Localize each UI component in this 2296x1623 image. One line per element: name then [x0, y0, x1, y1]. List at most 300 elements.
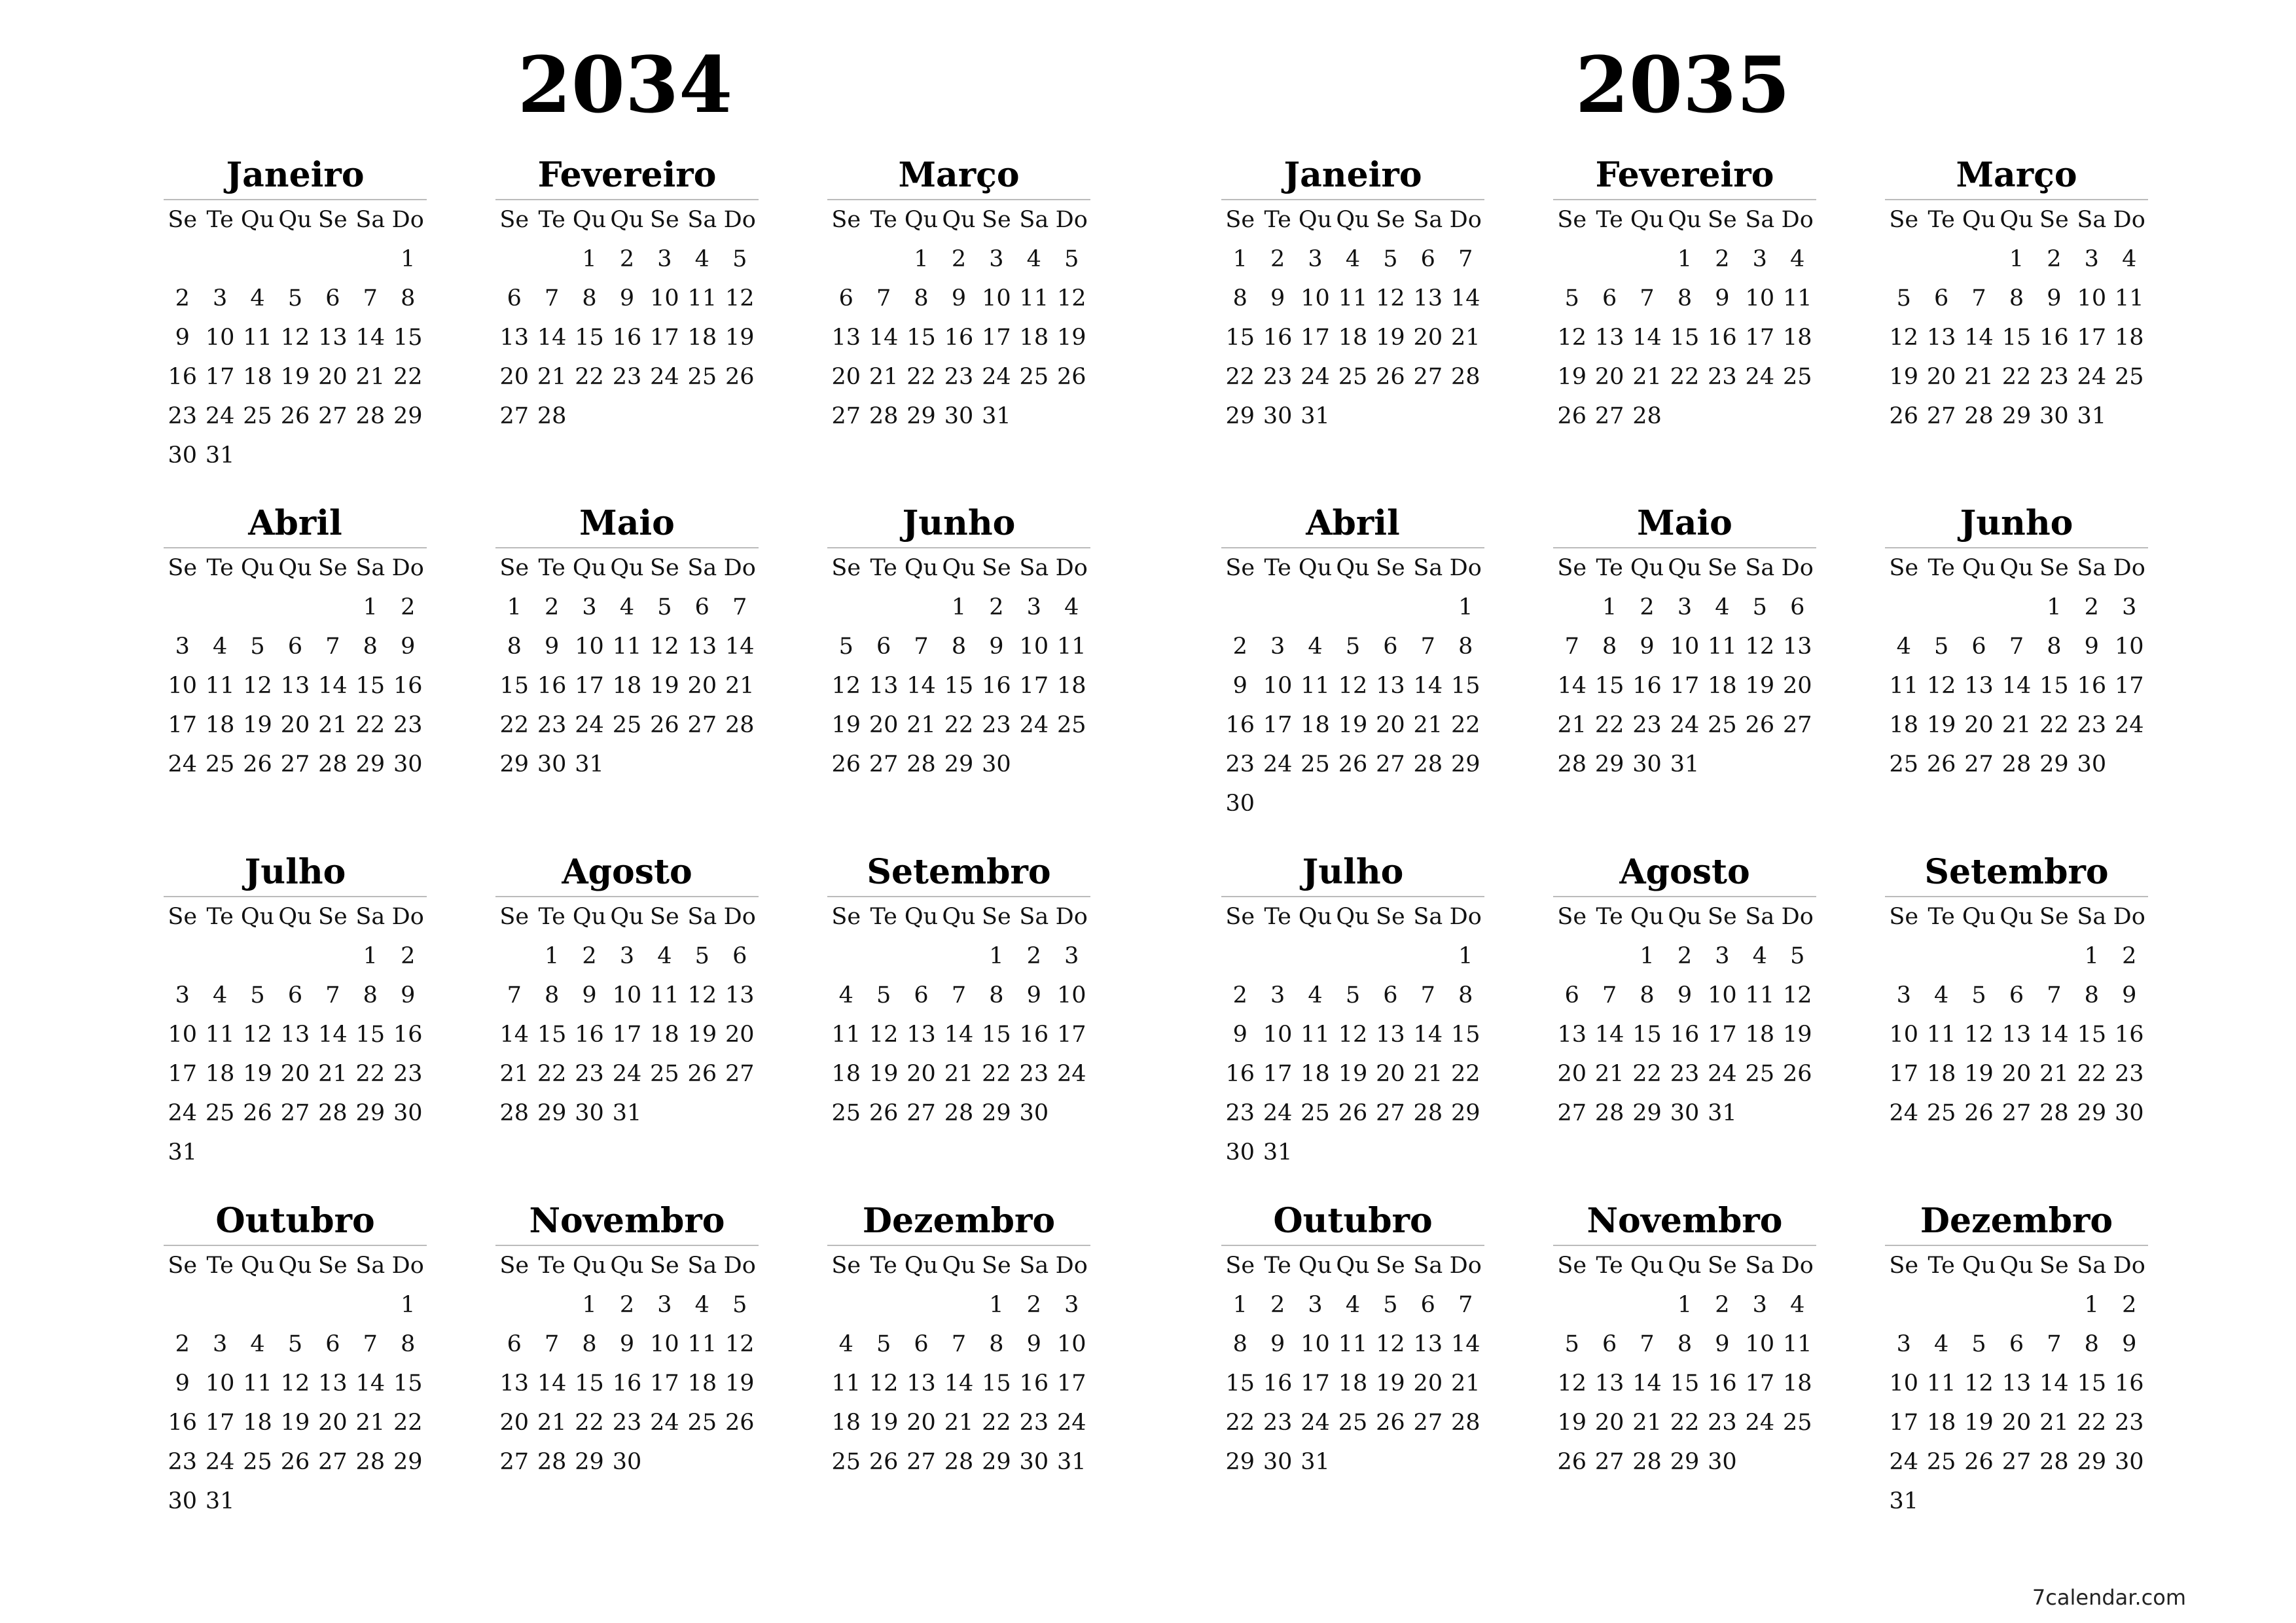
weekday-label: Se: [1708, 904, 1737, 930]
day-cell: 23: [393, 1061, 423, 1087]
weekday-label: Se: [318, 904, 348, 930]
weekday-label: Do: [1055, 904, 1088, 930]
week-row: [164, 240, 427, 279]
empty-day-cell: [1553, 936, 1590, 976]
day-cell: 13: [499, 1370, 529, 1397]
day-cell: 23: [393, 712, 423, 738]
weekday-header: [164, 200, 427, 240]
weekday-label: Te: [870, 904, 897, 930]
day-cell: 25: [1708, 712, 1737, 738]
day-cell: 14: [2039, 1370, 2069, 1397]
day-cell: 10: [982, 285, 1011, 312]
day-cell: 25: [831, 1100, 861, 1126]
weekday-label: Qu: [2000, 904, 2034, 930]
weekday-label: Qu: [1298, 207, 1333, 233]
month-novembro: [1553, 1200, 1816, 1482]
week-row: [827, 745, 1090, 784]
week-row: [1885, 705, 2148, 745]
week-row: [1221, 1403, 1484, 1442]
day-cell: 20: [687, 673, 717, 699]
week-row: [495, 936, 759, 976]
day-cell: 11: [1782, 1331, 1812, 1357]
empty-day-cell: [1922, 1285, 1960, 1325]
month-janeiro: [164, 154, 427, 475]
day-cell: 27: [318, 1449, 348, 1475]
day-cell: 2: [1677, 943, 1693, 969]
empty-day-cell: [1409, 397, 1446, 436]
day-cell: 19: [650, 673, 679, 699]
empty-day-cell: [1779, 397, 1816, 436]
weekday-label: Se: [1376, 904, 1405, 930]
day-cell: 19: [1926, 712, 1956, 738]
day-cell: 12: [1964, 1370, 1994, 1397]
day-cell: 15: [906, 325, 936, 351]
day-cell: 21: [2039, 1061, 2069, 1087]
day-cell: 10: [575, 633, 604, 660]
day-cell: 19: [869, 1410, 899, 1436]
week-row: [1553, 397, 1816, 436]
day-cell: 17: [1019, 673, 1049, 699]
day-cell: 17: [1056, 1370, 1086, 1397]
empty-day-cell: [1409, 784, 1446, 823]
empty-day-cell: [2111, 745, 2148, 784]
day-cell: 18: [1708, 673, 1737, 699]
empty-day-cell: [164, 1285, 201, 1325]
day-cell: 14: [1964, 325, 1994, 351]
day-cell: 14: [2001, 673, 2032, 699]
day-cell: 6: [1420, 246, 1435, 272]
day-cell: 8: [1677, 1331, 1693, 1357]
day-cell: 10: [168, 1022, 197, 1048]
week-row: [1885, 357, 2148, 397]
day-cell: 19: [1557, 1410, 1587, 1436]
empty-day-cell: [1553, 1285, 1590, 1325]
week-row: [1221, 976, 1484, 1015]
day-cell: 23: [1708, 1410, 1737, 1436]
day-cell: 30: [168, 442, 197, 469]
day-cell: 22: [393, 364, 423, 390]
day-cell: 26: [1964, 1449, 1994, 1475]
day-cell: 14: [1632, 325, 1662, 351]
day-cell: 2: [1026, 943, 1041, 969]
month-junho: [1885, 503, 2148, 784]
day-cell: 10: [1019, 633, 1049, 660]
week-row: [164, 976, 427, 1015]
day-cell: 19: [1782, 1022, 1812, 1048]
weekday-label: Do: [1449, 555, 1482, 581]
week-row: [495, 1442, 759, 1482]
day-cell: 21: [944, 1061, 974, 1087]
week-row: [164, 318, 427, 357]
weekday-label: Qu: [572, 904, 607, 930]
day-cell: 1: [401, 246, 416, 272]
day-cell: 12: [1557, 1370, 1587, 1397]
day-cell: 29: [355, 751, 386, 777]
week-row: [1553, 627, 1816, 666]
day-cell: 31: [2077, 403, 2107, 429]
day-cell: 26: [1338, 751, 1368, 777]
day-cell: 11: [1300, 1022, 1330, 1048]
weekday-label: Qu: [2000, 207, 2034, 233]
day-cell: 22: [1225, 1410, 1255, 1436]
day-cell: 10: [1300, 285, 1330, 312]
day-cell: 8: [1232, 1331, 1247, 1357]
day-cell: 4: [2122, 246, 2137, 272]
day-cell: 19: [280, 364, 310, 390]
week-row: [164, 436, 427, 475]
day-cell: 9: [2122, 982, 2137, 1008]
day-cell: 6: [2009, 982, 2024, 1008]
weekday-label: Se: [650, 904, 679, 930]
week-row: [1221, 784, 1484, 823]
day-cell: 6: [1971, 633, 1986, 660]
day-cell: 17: [2077, 325, 2107, 351]
day-cell: 3: [1064, 943, 1079, 969]
day-cell: 6: [694, 594, 709, 620]
week-row: [827, 1442, 1090, 1482]
day-cell: 4: [1715, 594, 1730, 620]
day-cell: 23: [612, 364, 642, 390]
day-cell: 4: [1308, 633, 1323, 660]
empty-day-cell: [1334, 397, 1371, 436]
week-row: [1553, 936, 1816, 976]
day-cell: 8: [582, 285, 597, 312]
weekday-label: Do: [723, 1253, 756, 1279]
day-cell: 22: [1632, 1061, 1662, 1087]
day-cell: 8: [989, 1331, 1004, 1357]
weekday-label: Se: [2039, 555, 2069, 581]
day-cell: 11: [650, 982, 679, 1008]
week-row: [1221, 1015, 1484, 1054]
day-cell: 9: [951, 285, 967, 312]
weekday-label: Se: [1708, 555, 1737, 581]
day-cell: 22: [1225, 364, 1255, 390]
weekday-label: Do: [2113, 207, 2145, 233]
day-cell: 29: [1225, 403, 1255, 429]
day-cell: 17: [1263, 712, 1293, 738]
month-name: Dezembro: [862, 1201, 1056, 1241]
week-row: [827, 1325, 1090, 1364]
day-cell: 29: [1632, 1100, 1662, 1126]
weekday-header: [495, 897, 759, 936]
day-cell: 13: [1376, 1022, 1405, 1048]
day-cell: 3: [582, 594, 597, 620]
day-cell: 31: [612, 1100, 642, 1126]
week-row: [495, 1094, 759, 1133]
day-cell: 28: [1450, 1410, 1480, 1436]
day-cell: 28: [537, 1449, 567, 1475]
day-cell: 18: [1926, 1061, 1956, 1087]
week-row: [1553, 1015, 1816, 1054]
weekday-label: Sa: [2077, 904, 2107, 930]
weekday-label: Sa: [687, 904, 717, 930]
day-cell: 17: [612, 1022, 642, 1048]
weekday-label: Se: [1889, 904, 1919, 930]
day-cell: 1: [1458, 594, 1473, 620]
day-cell: 4: [619, 594, 635, 620]
day-cell: 7: [914, 633, 929, 660]
empty-day-cell: [201, 936, 238, 976]
day-cell: 16: [168, 364, 197, 390]
weekday-label: Se: [982, 207, 1011, 233]
weekday-label: Se: [1225, 207, 1255, 233]
day-cell: 9: [1640, 633, 1655, 660]
week-row: [1553, 279, 1816, 318]
day-cell: 28: [1557, 751, 1587, 777]
day-cell: 12: [725, 285, 755, 312]
week-row: [827, 1285, 1090, 1325]
day-cell: 22: [906, 364, 936, 390]
day-cell: 9: [401, 633, 416, 660]
day-cell: 27: [831, 403, 861, 429]
empty-day-cell: [683, 1442, 721, 1482]
weekday-header: [1221, 200, 1484, 240]
day-cell: 23: [944, 364, 974, 390]
day-cell: 27: [906, 1100, 936, 1126]
day-cell: 23: [1263, 1410, 1293, 1436]
day-cell: 14: [944, 1370, 974, 1397]
day-cell: 30: [944, 403, 974, 429]
day-cell: 11: [1338, 1331, 1368, 1357]
day-cell: 5: [287, 285, 303, 312]
day-cell: 27: [1594, 1449, 1624, 1475]
day-cell: 20: [2001, 1410, 2032, 1436]
week-row: [1885, 1482, 2148, 1521]
week-row: [827, 318, 1090, 357]
day-cell: 7: [2009, 633, 2024, 660]
week-row: [495, 1325, 759, 1364]
day-cell: 13: [1376, 673, 1405, 699]
day-cell: 24: [1745, 1410, 1775, 1436]
day-cell: 25: [1926, 1449, 1956, 1475]
empty-day-cell: [533, 1285, 570, 1325]
empty-day-cell: [276, 1133, 314, 1172]
empty-day-cell: [1372, 588, 1409, 627]
weekday-label: Qu: [1298, 555, 1333, 581]
day-cell: 25: [650, 1061, 679, 1087]
day-cell: 28: [1632, 1449, 1662, 1475]
weekday-label: Qu: [1630, 207, 1664, 233]
weekday-label: Sa: [1413, 207, 1443, 233]
day-cell: 31: [1708, 1100, 1737, 1126]
month-name: Janeiro: [226, 155, 365, 195]
day-cell: 24: [1056, 1061, 1086, 1087]
weekday-header: [1885, 897, 2148, 936]
day-cell: 25: [1889, 751, 1918, 777]
day-cell: 11: [1926, 1370, 1956, 1397]
weekday-label: Se: [1557, 207, 1587, 233]
month-name: Março: [1956, 155, 2077, 195]
day-cell: 15: [1225, 1370, 1255, 1397]
weekday-label: Se: [831, 207, 861, 233]
week-row: [1221, 1133, 1484, 1172]
day-cell: 7: [1458, 246, 1473, 272]
empty-day-cell: [1259, 936, 1296, 976]
weekday-label: Sa: [687, 207, 717, 233]
day-cell: 19: [243, 712, 272, 738]
day-cell: 18: [1889, 712, 1918, 738]
empty-day-cell: [1922, 240, 1960, 279]
day-cell: 3: [1752, 1292, 1767, 1318]
month-name: Maio: [579, 503, 675, 543]
day-cell: 14: [944, 1022, 974, 1048]
day-cell: 18: [1745, 1022, 1775, 1048]
week-row: [495, 666, 759, 705]
weekday-label: Qu: [942, 207, 976, 233]
day-cell: 23: [1019, 1410, 1049, 1436]
empty-day-cell: [865, 1285, 902, 1325]
day-cell: 2: [175, 1331, 190, 1357]
weekday-header: [827, 897, 1090, 936]
empty-day-cell: [1553, 240, 1590, 279]
month-name: Novembro: [529, 1201, 725, 1241]
day-cell: 27: [1376, 751, 1405, 777]
empty-day-cell: [1053, 1094, 1090, 1133]
weekday-label: Qu: [278, 1253, 312, 1279]
weekday-label: Te: [206, 555, 234, 581]
weekday-label: Te: [1264, 555, 1291, 581]
week-row: [1553, 357, 1816, 397]
day-cell: 24: [1745, 364, 1775, 390]
day-cell: 4: [1345, 1292, 1361, 1318]
day-cell: 27: [1376, 1100, 1405, 1126]
weekday-label: Qu: [1336, 207, 1370, 233]
month-novembro: [495, 1200, 759, 1482]
week-row: [164, 588, 427, 627]
week-row: [1221, 588, 1484, 627]
day-cell: 4: [1896, 633, 1911, 660]
week-row: [1885, 666, 2148, 705]
day-cell: 28: [537, 403, 567, 429]
empty-day-cell: [646, 397, 683, 436]
day-cell: 3: [657, 1292, 672, 1318]
empty-day-cell: [903, 1285, 940, 1325]
day-cell: 26: [725, 364, 755, 390]
empty-day-cell: [903, 588, 940, 627]
empty-day-cell: [1221, 936, 1259, 976]
weekday-label: Te: [1596, 904, 1623, 930]
empty-day-cell: [1334, 1442, 1371, 1482]
day-cell: 22: [537, 1061, 567, 1087]
day-cell: 21: [499, 1061, 529, 1087]
day-cell: 15: [2077, 1022, 2107, 1048]
day-cell: 30: [1263, 1449, 1293, 1475]
empty-day-cell: [827, 240, 865, 279]
empty-day-cell: [1334, 588, 1371, 627]
weekday-label: Se: [2039, 1253, 2069, 1279]
week-row: [495, 1054, 759, 1094]
day-cell: 13: [2001, 1370, 2032, 1397]
day-cell: 13: [1594, 325, 1624, 351]
day-cell: 26: [1376, 364, 1405, 390]
weekday-header: [495, 1246, 759, 1285]
footer-site-label[interactable]: 7calendar.com: [2032, 1585, 2186, 1610]
day-cell: 23: [1225, 751, 1255, 777]
month-abril: [164, 503, 427, 784]
weekday-label: Qu: [904, 555, 939, 581]
day-cell: 14: [906, 673, 936, 699]
day-cell: 5: [1896, 285, 1911, 312]
day-cell: 6: [1933, 285, 1949, 312]
empty-day-cell: [1704, 397, 1741, 436]
day-cell: 15: [575, 1370, 604, 1397]
day-cell: 9: [1026, 982, 1041, 1008]
weekday-label: Se: [168, 555, 198, 581]
day-cell: 14: [869, 325, 899, 351]
empty-day-cell: [2111, 397, 2148, 436]
month-maio: [1553, 503, 1816, 784]
weekday-label: Te: [1264, 1253, 1291, 1279]
week-row: [1885, 627, 2148, 666]
weekday-label: Te: [538, 904, 565, 930]
day-cell: 2: [401, 594, 416, 620]
day-cell: 8: [363, 982, 378, 1008]
day-cell: 15: [575, 325, 604, 351]
day-cell: 11: [1889, 673, 1918, 699]
day-cell: 9: [2047, 285, 2062, 312]
day-cell: 27: [1413, 364, 1443, 390]
weekday-label: Sa: [687, 555, 717, 581]
day-cell: 8: [914, 285, 929, 312]
day-cell: 20: [318, 1410, 348, 1436]
day-cell: 4: [1790, 1292, 1805, 1318]
week-row: [1553, 666, 1816, 705]
day-cell: 28: [944, 1100, 974, 1126]
day-cell: 23: [1708, 364, 1737, 390]
day-cell: 14: [1413, 673, 1443, 699]
day-cell: 2: [1270, 1292, 1285, 1318]
day-cell: 15: [1450, 673, 1480, 699]
day-cell: 24: [1263, 751, 1293, 777]
weekday-label: Qu: [572, 1253, 607, 1279]
week-row: [827, 1094, 1090, 1133]
day-cell: 10: [650, 285, 679, 312]
day-cell: 28: [499, 1100, 529, 1126]
day-cell: 21: [2039, 1410, 2069, 1436]
day-cell: 16: [1019, 1022, 1049, 1048]
day-cell: 16: [1670, 1022, 1700, 1048]
weekday-label: Do: [2113, 555, 2145, 581]
day-cell: 6: [876, 633, 891, 660]
week-row: [1885, 1015, 2148, 1054]
day-cell: 15: [1450, 1022, 1480, 1048]
day-cell: 15: [499, 673, 529, 699]
weekday-label: Se: [1889, 207, 1919, 233]
day-cell: 19: [1964, 1410, 1994, 1436]
day-cell: 23: [1670, 1061, 1700, 1087]
day-cell: 16: [2114, 1370, 2144, 1397]
day-cell: 11: [1926, 1022, 1956, 1048]
day-cell: 3: [2122, 594, 2137, 620]
day-cell: 28: [1594, 1100, 1624, 1126]
day-cell: 6: [507, 1331, 522, 1357]
day-cell: 7: [2047, 982, 2062, 1008]
day-cell: 10: [1056, 982, 1086, 1008]
day-cell: 9: [619, 285, 635, 312]
day-cell: 8: [507, 633, 522, 660]
weekday-label: Qu: [1962, 207, 1996, 233]
day-cell: 6: [325, 1331, 340, 1357]
day-cell: 12: [1056, 285, 1086, 312]
day-cell: 23: [2039, 364, 2069, 390]
empty-day-cell: [276, 436, 314, 475]
month-abril: [1221, 503, 1484, 823]
day-cell: 23: [982, 712, 1011, 738]
empty-day-cell: [1960, 1482, 1998, 1521]
day-cell: 27: [280, 751, 310, 777]
weekday-label: Sa: [1413, 555, 1443, 581]
day-cell: 21: [1450, 1370, 1480, 1397]
